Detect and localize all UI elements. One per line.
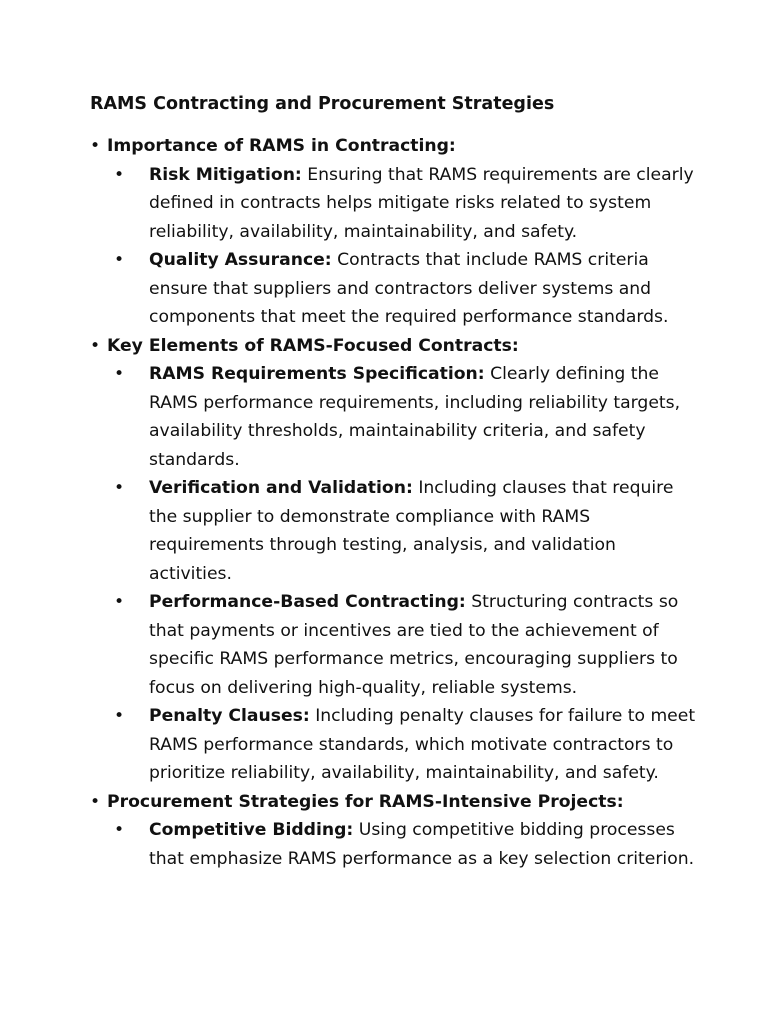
item-text: Using competitive bidding processes that emphasize RAMS performance as a key selection criterion. — [149, 820, 695, 869]
bullet-icon: • — [114, 164, 125, 185]
item-text: Ensuring that RAMS requirements are clearly defined in contracts helps mitigate risks related to system reliability, availability, maintainability, and safety. — [149, 164, 694, 242]
bullet-icon: • — [114, 364, 125, 384]
bullet-icon: • — [114, 478, 125, 498]
item-text: Contracts that include RAMS criteria ensure that suppliers and contractors deliver systems and components that meet the required performance standards. — [149, 250, 669, 327]
list-item — [107, 588, 699, 702]
list-item — [107, 816, 699, 873]
list-item — [107, 360, 699, 474]
item-term: Competitive Bidding: — [149, 820, 354, 840]
item-term: RAMS Requirements Specification: — [149, 364, 485, 384]
item-text: Including clauses that require the supplier to demonstrate compliance with RAMS requirements through testing, analysis, and validation activities. — [149, 478, 674, 584]
item-text: Structuring contracts so that payments or incentives are tied to the achievement of specific RAMS performance metrics, encouraging suppliers to focus on delivering high-quality, reliable systems. — [149, 592, 679, 698]
bullet-icon: • — [90, 335, 101, 356]
section-procurement-strategies — [90, 788, 768, 874]
list-item — [107, 702, 699, 788]
section-importance — [90, 132, 768, 332]
list-item — [107, 246, 699, 332]
bullet-icon: • — [114, 250, 125, 270]
item-term: Penalty Clauses: — [149, 706, 310, 726]
section-heading: Key Elements of RAMS-Focused Contracts: — [107, 335, 519, 356]
sub-list — [107, 360, 768, 788]
section-heading: Importance of RAMS in Contracting: — [107, 136, 456, 156]
item-text: Clearly defining the RAMS performance requirements, including reliability targets, availability thresholds, maintainability criteria, and safety standards. — [149, 364, 681, 470]
section-list — [90, 132, 768, 873]
bullet-icon: • — [114, 592, 125, 612]
bullet-icon: • — [114, 706, 125, 726]
sub-list — [107, 161, 768, 332]
item-term: Verification and Validation: — [149, 478, 413, 498]
section-heading: Procurement Strategies for RAMS-Intensive Projects: — [107, 791, 624, 812]
bullet-icon: • — [90, 136, 101, 156]
list-item — [107, 161, 699, 247]
item-term: Quality Assurance: — [149, 250, 332, 270]
item-term: Performance-Based Contracting: — [149, 592, 466, 612]
sub-list — [107, 816, 768, 873]
document-title: RAMS Contracting and Procurement Strategies — [90, 94, 555, 114]
bullet-icon: • — [90, 791, 101, 812]
bullet-icon: • — [114, 820, 125, 840]
item-term: Risk Mitigation: — [149, 164, 302, 185]
list-item — [107, 474, 699, 588]
section-key-elements — [90, 332, 768, 788]
item-text: Including penalty clauses for failure to meet RAMS performance standards, which motivate contractors to prioritize reliability, availability, maintainability, and safety. — [149, 706, 696, 783]
